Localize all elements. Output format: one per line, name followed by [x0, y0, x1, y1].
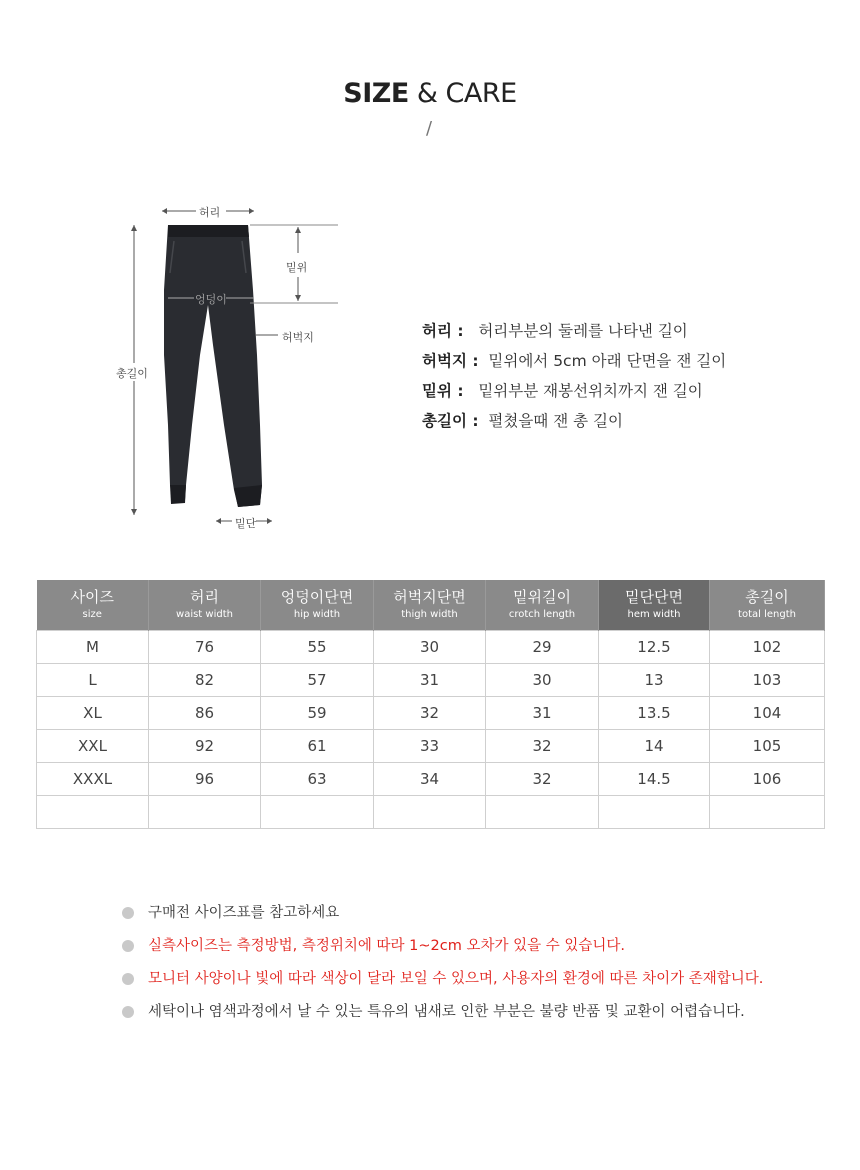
- legend-row-thigh: [422, 346, 726, 376]
- measurement-legend: [422, 316, 726, 436]
- hem-arrow-left-icon: [216, 518, 221, 524]
- note-item: [122, 966, 763, 999]
- legend-desc: 허리부분의 둘레를 나타낸 길이: [478, 322, 688, 340]
- table-cell: 32: [486, 763, 599, 796]
- table-cell: 31: [374, 664, 486, 697]
- title-rest: & CARE: [416, 78, 517, 109]
- table-cell: 92: [149, 730, 261, 763]
- table-cell: 61: [261, 730, 374, 763]
- table-header-row: [37, 580, 825, 631]
- table-cell: 29: [486, 631, 599, 664]
- care-notes: [122, 900, 763, 1032]
- table-row: [37, 730, 825, 763]
- table-cell: 31: [486, 697, 599, 730]
- cuff-right-shape: [234, 485, 262, 507]
- table-cell: M: [37, 631, 149, 664]
- measurement-diagram: [110, 195, 370, 540]
- size-table: [36, 580, 825, 829]
- table-cell: 30: [486, 664, 599, 697]
- label-waist: 허리: [199, 206, 221, 219]
- table-cell: 57: [261, 664, 374, 697]
- total-arrow-up-icon: [131, 225, 137, 231]
- bullet-icon: [122, 907, 134, 919]
- table-cell: L: [37, 664, 149, 697]
- column-header-hem: 밑단단면 hem width: [599, 580, 710, 631]
- label-hip: 엉덩이: [195, 293, 227, 306]
- table-cell: 13.5: [599, 697, 710, 730]
- note-text: 실측사이즈는 측정방법, 측정위치에 따라 1~2cm 오차가 있을 수 있습니다.: [148, 938, 625, 954]
- table-cell: [599, 796, 710, 829]
- bullet-icon: [122, 940, 134, 952]
- column-header-waist: 허리 waist width: [149, 580, 261, 631]
- table-cell: 30: [374, 631, 486, 664]
- column-header-total: 총길이 total length: [710, 580, 825, 631]
- table-cell: 76: [149, 631, 261, 664]
- table-cell: 14.5: [599, 763, 710, 796]
- arrow-left-icon: [162, 208, 167, 214]
- table-cell: 82: [149, 664, 261, 697]
- table-cell: [261, 796, 374, 829]
- table-cell: 32: [374, 697, 486, 730]
- total-arrow-down-icon: [131, 509, 137, 515]
- table-cell: [374, 796, 486, 829]
- legend-term: 밑위 :: [422, 382, 464, 400]
- note-item: [122, 900, 763, 933]
- table-cell: 59: [261, 697, 374, 730]
- pants-shape: [164, 225, 262, 507]
- table-cell: 55: [261, 631, 374, 664]
- table-cell: 14: [599, 730, 710, 763]
- legend-row-total: [422, 406, 726, 436]
- column-header-crotch: 밑위길이 crotch length: [486, 580, 599, 631]
- arrow-down-icon: [295, 295, 301, 301]
- table-cell: 103: [710, 664, 825, 697]
- table-cell: 33: [374, 730, 486, 763]
- legend-term: 총길이 :: [422, 412, 479, 430]
- table-cell: 96: [149, 763, 261, 796]
- page-title: [0, 78, 860, 109]
- label-rise: 밑위: [286, 261, 308, 274]
- table-cell: [149, 796, 261, 829]
- waistband-shape: [168, 225, 249, 237]
- table-cell: 105: [710, 730, 825, 763]
- column-header-hip: 엉덩이단면 hip width: [261, 580, 374, 631]
- arrow-right-icon: [249, 208, 254, 214]
- legend-desc: 밑위에서 5cm 아래 단면을 잰 길이: [488, 352, 727, 370]
- table-cell: [37, 796, 149, 829]
- legend-desc: 펼쳤을때 잰 총 길이: [488, 412, 623, 430]
- label-hem: 밑단: [235, 517, 257, 530]
- bullet-icon: [122, 973, 134, 985]
- table-cell: 32: [486, 730, 599, 763]
- note-text: 세탁이나 염색과정에서 날 수 있는 특유의 냄새로 인한 부분은 불량 반품 및 교환이 어렵습니다.: [148, 1004, 745, 1020]
- legend-term: 허벅지 :: [422, 352, 479, 370]
- table-cell: 12.5: [599, 631, 710, 664]
- legend-row-waist: [422, 316, 726, 346]
- table-row-empty: [37, 796, 825, 829]
- table-cell: 86: [149, 697, 261, 730]
- title-divider: /: [426, 118, 433, 139]
- table-row: [37, 631, 825, 664]
- table-cell: 13: [599, 664, 710, 697]
- label-total: 총길이: [116, 367, 148, 380]
- table-cell: XXXL: [37, 763, 149, 796]
- table-row: [37, 763, 825, 796]
- legend-term: 허리 :: [422, 322, 464, 340]
- note-text: 구매전 사이즈표를 참고하세요: [148, 905, 340, 921]
- bullet-icon: [122, 1006, 134, 1018]
- label-thigh: 허벅지: [282, 331, 314, 344]
- table-row: [37, 697, 825, 730]
- table-cell: XL: [37, 697, 149, 730]
- title-bold: SIZE: [343, 78, 409, 109]
- table-cell: 102: [710, 631, 825, 664]
- legend-desc: 밑위부분 재봉선위치까지 잰 길이: [478, 382, 703, 400]
- cuff-left-shape: [170, 485, 186, 504]
- table-cell: 106: [710, 763, 825, 796]
- legend-row-rise: [422, 376, 726, 406]
- table-cell: [486, 796, 599, 829]
- table-cell: XXL: [37, 730, 149, 763]
- table-cell: 104: [710, 697, 825, 730]
- pants-illustration: [110, 195, 370, 540]
- hem-arrow-right-icon: [267, 518, 272, 524]
- column-header-thigh: 허벅지단면 thigh width: [374, 580, 486, 631]
- table-row: [37, 664, 825, 697]
- note-text: 모니터 사양이나 빛에 따라 색상이 달라 보일 수 있으며, 사용자의 환경에 따른 차이가 존재합니다.: [148, 971, 764, 987]
- note-item: [122, 933, 763, 966]
- table-cell: 34: [374, 763, 486, 796]
- table-cell: 63: [261, 763, 374, 796]
- arrow-up-icon: [295, 227, 301, 233]
- column-header-size: 사이즈 size: [37, 580, 149, 631]
- note-item: [122, 999, 763, 1032]
- table-cell: [710, 796, 825, 829]
